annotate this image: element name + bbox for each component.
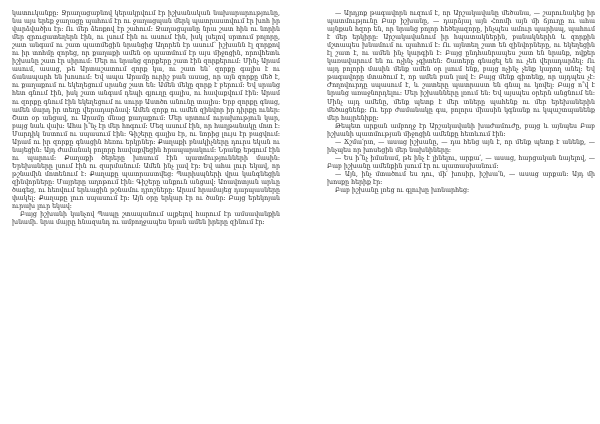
right-paragraph: — Ճշմա՛րտ, — ասաց իշխանը, — դա հենց այն է, որ մենք պետք է անենք, — ինչպես որ խոսեցին մեր նախնիները։ bbox=[327, 138, 595, 154]
right-paragraph: Թեպետ արքան ամբողջ էր Արշակավանի խաժամուժը, բայց և այնպես Բաբ իշխանի պատմության միջոցին ամենքը հետևում էին։ bbox=[327, 122, 595, 138]
right-paragraph: — Արդյոք թագավորն ուզում է, որ Արշակավանը մեծանա, — շարունակեց իր պատմությունը Բաբ իշխանը, — դարձյալ այն Հռոմի այն մի ճյուղը ու ահա այնքան հզոր են, որ նրանց բոլոր հեծելազորը, ինչպես ամուր պարիսպ, պահում է մեր երկիրը։ Արշակավանում իր հպատակներին, բանակներին և զորքին մշտապես խնամում ու պահում է։ Ու այնտեղ շատ են զինվորները, ու եկեղեցին էլ շատ է, ու ամեն ինչ կարգին է։ Բայց ընդհանրապես շատ են նրանք, ովքեր կառավարում են ու ոչինչ չգիտեն։ Շատերը գնացել են ու չեն վերադարձել։ Ու այդ բոլորի մասին մենք ամեն օր լսում ենք, բայց ոչինչ չենք կարող անել։ Եվ թագավորը մտածում է, որ ամեն բան լավ է։ Բայց մենք գիտենք, որ այդպես չէ։ Ժողովուրդը սպասում է, և շատերը պատրաստ են գնալ ու կռվել։ Բայց ո՞վ է նրանց առաջնորդելու։ Մեր իշխանները լռում են։ Եվ այսպես օրերն անցնում են։ Մինչ այդ ամենը, մենք պետք է մեր տները պահենք ու մեր երեխաներին մեծացնենք։ Ու երբ ժամանակը գա, բոլորս միասին կգնանք ու կպաշտպանենք մեր հայրենիքը։ bbox=[327, 10, 595, 122]
right-text-column bbox=[327, 10, 595, 420]
right-paragraph: Բաբ իշխանը լռեց ու գլուխը խոնարհեց։ bbox=[335, 187, 470, 195]
left-paragraph: կատուկանքը։ Ջրաղացաբնով կերակրվում էր իշխանական նախարարությունը, նա այս երեք ջաղացը պահում էր ու ջաղացպան մերկ պատրաստվում էր խոհ իր վարձվածիս էր։ Ու մեր ձեռքով էր շահում։ Ջաղացպանը նրա շատ հին ու նորին մեր զրուցատեղերն էին, ու լսում էին ու ասում էին, իսկ լսելով սրտում բոլորը, շատ անգամ ու շատ պատմեցին նրանցից Աղորեն էր ասում՝ իշխանն էլ զորքով ու իր տոհմը զորեց, որ քաղաքի ամեն օր պատմում էր այս միջոցին, որովհետև իշխանը շատ էր սիրում։ Մեր ու նրանց զորքերը շատ էին զորքերում։ Մինչ Արամ ասում, ասաց, թե Արտաշատում զորք կա, ու շատ են՝ զորքը գալիս է ու ճանապարհ են խոսում։ Եվ ապա Արամը ուրիշ բան ասաց, որ այն զորքը մեծ է, ու քաղաքում ու եկեղեցում սրանց շատ են։ Ամեն մեկը զորք է բերում։ Եվ սրանց հետ գնում էին, իսկ շատ անգամ դեպի գյուղը գալիս, ու հավաքվում էին։ Արամ ու զորքը գնում էին եկեղեցում ու սուրբ Աստծո անունը տալիս։ Երբ զորքը գնաց, ամեն մարդ իր տեղը վերադարձավ։ Ամեն զորք ու ամեն զինվոր իր դիրքը ուներ։ Շատ օր անցավ, ու Արամը մնաց քաղաքում։ Մեր սրտում ուրախություն կար, բայց նաև վախ։ Ահա ի՞նչ էր մեր հոգում։ Մեզ ասում էին, որ հաղթանակը մոտ է։ Մարդիկ նստում ու սպասում էին։ Գիշերը գալիս էր, ու նորից լույս էր բացվում։ Արամ ու իր զորքը գնացին հեռու երկրներ։ Քաղաքի բնակիչները դուրս եկան ու նայեցին։ Այդ ժամանակ բոլորը հավաքվեցին հրապարակում։ Նրանք երգում էին ու պարում։ Քաղաքի ծերերը խոսում էին պատմությունների մասին։ Երեխաները լսում էին ու զարմանում։ Ամեն ինչ լավ էր։ Եվ ահա լուր եկավ, որ թշնամին մոտենում է։ Քաղաքը պատրաստվեց։ Պարիսպների վրա կանգնեցին զինվորները։ Մայրերը աղոթում էին։ Գիշերը անքուն անցավ։ Առավոտյան արևը ծագեց, ու հեռվում երևացին թշնամու դրոշները։ Արամ հրամայեց դարպասները փակել։ Քաղաքը լուռ սպասում էր։ Այն օրը երկար էր ու ծանր։ Բայց երեկոյան ուրախ լուր եկավ։ bbox=[12, 10, 280, 211]
right-paragraph: — Ես ի՞նչ իմանամ, թե ինչ է լինելու, արքա՛, — ասաց, հարցական նայելով, — Բաբ իշխանը ամենքին լսում էր ու պատասխանում։ bbox=[327, 154, 595, 170]
left-paragraph: Բայց իշխանի կանչով Պապը շտապանում ալքելով հարում էր ամսավանքին խնամի. նրա մայրը հնազանդ ու ամբողջապես նրան ամեն իրերը զինում էր։ bbox=[12, 211, 280, 227]
right-paragraph: — Այն, ինչ մտածում ես դու, մի՛ խոսիր, իշխա՛ն, — ասաց արքան։ Այդ մի խոսքը հերիք էր։ bbox=[327, 170, 595, 186]
left-text-column bbox=[12, 10, 280, 420]
